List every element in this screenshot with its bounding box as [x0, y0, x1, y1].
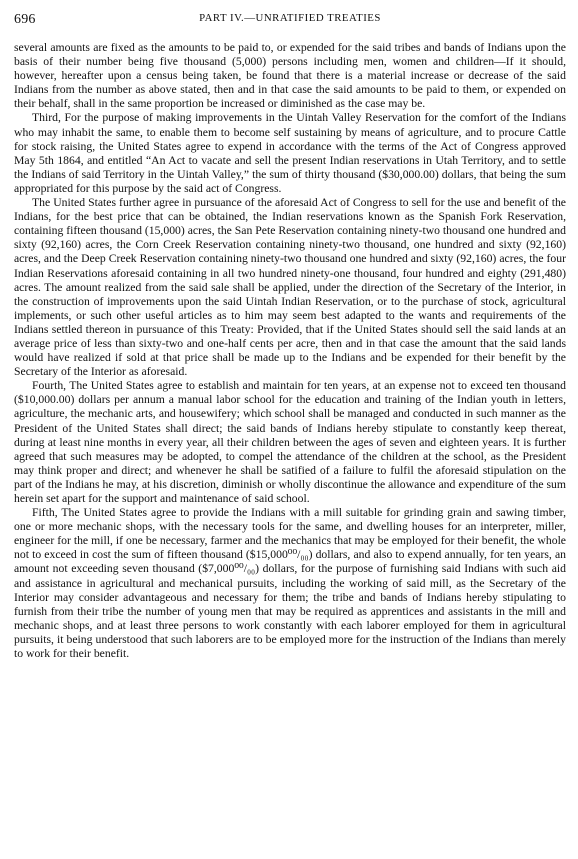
running-head: PART IV.—UNRATIFIED TREATIES — [199, 12, 381, 24]
paragraph-fifth: Fifth, The United States agree to provide the Indians with a mill suitable for grinding grain and sawing timber, one or more mechanic shops, with the necessary tools for the same, and dwelling houses for an interpreter, miller, engineer for the mill, if one be necessary, farmer and the mechanics that may be employed for their benefit, the whole not to exceed in cost the sum of fifteen thousand ($15,000⁰⁰/₀₀) dollars, and also to expend annually, for ten years, an amount not exceeding seven thousand ($7,000⁰⁰/₀₀) dollars, for the purpose of furnishing said Indians with such aid and assistance in agricultural and mechanical pursuits, including the working of said mill, as the Secretary of the Interior may consider advantageous and necessary for them; the tribe and bands of Indians hereby stipulating to furnish from their tribe the number of young men that may be required as apprentices and assistants in the mill and mechanic shops, and at least three persons to work constantly with each laborer employed for them in agricultural pursuits, it being understood that such laborers are to be employed more for the instruction of the Indians than merely to work for their benefit. — [14, 506, 566, 661]
body-text — [14, 41, 566, 661]
paragraph-fourth: Fourth, The United States agree to establish and maintain for ten years, at an expense not to exceed ten thousand ($10,000.00) dollars per annum a manual labor school for the education and training of the Indian youth in letters, agriculture, the mechanic arts, and housewifery; which school shall be managed and conducted in such manner as the President of the United States shall direct; the said bands of Indians hereby stipulate to constantly keep thereat, during at least nine months in every year, all their children between the ages of seven and eighteen years. It is further agreed that such measures may be adopted, to compel the attendance of the children at the school, as the President may think proper and direct; and whenever he shall be satified of a failure to fulfil the aforesaid stipulation on the part of the Indians he may, at his discretion, diminish or wholly discontinue the allowance and expenditure of the sum herein set apart for the support and maintenance of said school. — [14, 379, 566, 505]
paragraph-continued: several amounts are fixed as the amounts to be paid to, or expended for the said tribes and bands of Indians upon the basis of their number being five thousand (5,000) persons including men, women and children—If it should, however, hereafter upon a census being taken, be found that there is a material increase or decrease of the said Indians from the number as above stated, then and in that case the said amounts to be paid to them, or expended on their behalf, shall in the same proportion be increased or diminished as the case may be. — [14, 41, 566, 111]
page-header — [14, 12, 566, 32]
page-number: 696 — [14, 12, 36, 27]
paragraph-land-sale: The United States further agree in pursuance of the aforesaid Act of Congress to sell for the use and benefit of the Indians, for the best price that can be obtained, the Indian reservations known as the Spanish Fork Reservation, containing fifteen thousand (15,000) acres, the San Pete Reservation containing ninety-two thousand one hundred and sixty (92,160) acres, the Corn Creek Reservation containing ninety-two thousand, one hundred and sixty (92,160) acres, and the Deep Creek Reservation containing ninety-two thousand one hundred and sixty (92,160) acres, the four Indian Reservations aforesaid containing in all two hundred ninety-one thousand, four hundred and eighty (291,480) acres. The amount realized from the said sale shall be applied, under the direction of the Secretary of the Interior, in the construction of improvements upon the said Uintah Indian Reservation, or to the purchase of stock, agricultural implements, or such other useful articles as to him may seem best adapted to the wants and requirements of the Indians settled thereon in pursuance of this Treaty: Provided, that if the United States should sell the said lands at an average price of less than sixty-two and one-half cents per acre, then and in that case the amount that the said lands would have realized if sold at that price shall be made up to the Indians and be expended for their benefit by the Secretary of the Interior as aforesaid. — [14, 196, 566, 379]
paragraph-third: Third, For the purpose of making improvements in the Uintah Valley Reservation for the comfort of the Indians who may inhabit the same, to enable them to become self sustaining by means of agriculture, and to procure Cattle for stock raising, the United States agree to expend in accordance with the terms of the Act of Congress approved May 5th 1864, and entitled “An Act to vacate and sell the present Indian reservations in Utah Territory, and to settle the Indians of said Territory in the Uintah Valley,” the sum of thirty thousand ($30,000.00) dollars, that being the sum appropriated for this purpose by the said act of Congress. — [14, 111, 566, 195]
document-page — [14, 12, 566, 661]
